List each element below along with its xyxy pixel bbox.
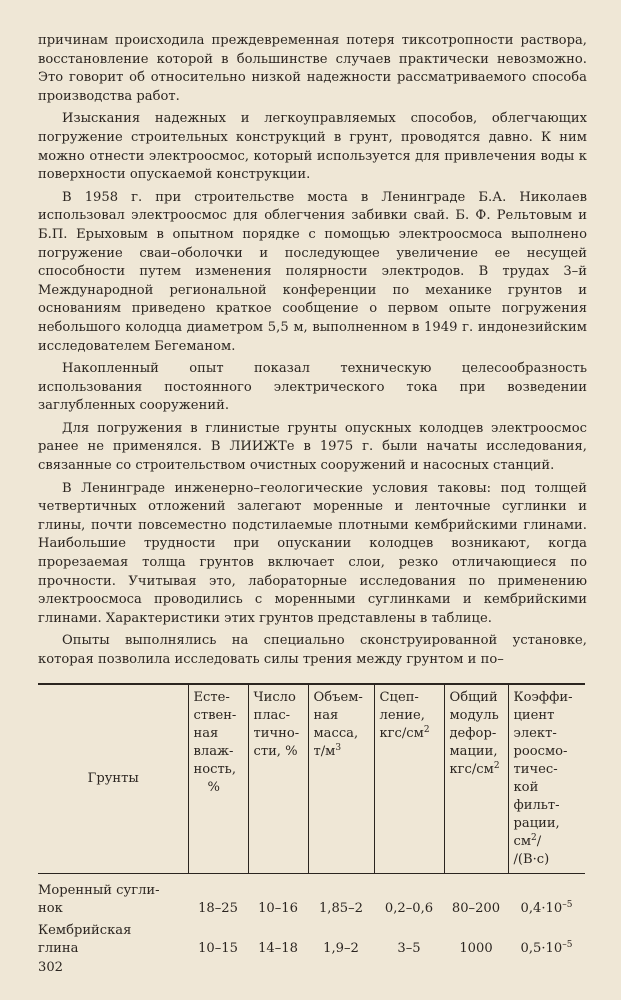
- paragraph-6: В Ленинграде инженерно–геологические условия таковы: под толщей четвертичных отложений залегают моренные и ленточные суглинки и глины, почти повсеместно подстилаемые плотными кембрийскими глинами. Наибольшие трудности при опускании колодцев возникают, когда прорезаемая толща грунтов включает слои, резко отличающиеся по прочности. Учитывая это, лабораторные исследования по применению электроосмоса проводились с моренными суглинками и кембрийскими глинами. Характеристики этих грунтов представлены в таблице.: [38, 480, 587, 626]
- header-moisture-line: ствен-: [193, 708, 237, 723]
- header-density-line: Объем-: [313, 690, 363, 705]
- header-cohesion-unit: [380, 725, 440, 743]
- paragraph-4: Накопленный опыт показал техническую целесообразность использования постоянного электрического тока при возведении заглубленных сооружений.: [38, 361, 587, 414]
- header-modulus-line: модуль: [449, 708, 499, 723]
- header-moisture-line: влаж-: [193, 744, 234, 759]
- row-plasticity: 10–16: [258, 901, 298, 916]
- row-modulus: 1000: [459, 941, 493, 956]
- row-modulus: 80–200: [451, 901, 501, 916]
- row-soil-name-line: глина: [38, 941, 79, 956]
- header-cohesion-unit-base: кгс/см: [379, 726, 424, 741]
- header-density-line: ная: [313, 708, 339, 723]
- header-modulus: [444, 684, 508, 874]
- header-filtration-line: /(В·с): [513, 852, 550, 867]
- row-filtration-exp: –5: [562, 900, 573, 910]
- header-moisture: [188, 684, 248, 874]
- row-density: 1,9–2: [323, 941, 359, 956]
- header-filtration-line: тичес-: [513, 762, 558, 777]
- header-moisture-line: Есте-: [193, 690, 230, 705]
- header-filtration: [508, 684, 585, 874]
- header-modulus-line: дефор-: [449, 726, 497, 741]
- table-row: [38, 920, 585, 960]
- header-plasticity-line: тично-: [253, 726, 300, 741]
- row-soil-name: [38, 874, 188, 921]
- row-filtration: [508, 920, 585, 960]
- row-moisture: 10–15: [198, 941, 238, 956]
- row-filtration: [508, 874, 585, 921]
- paragraph-1: причинам происходила преждевременная потеря тиксотропности раствора, восстановление которой в большинстве случаев практически невозможно. Это говорит об относительно низкой надежности рассматриваемого способа производства работ.: [38, 33, 587, 104]
- soil-properties-table: [38, 683, 585, 960]
- row-soil-name-line: Моренный сугли-: [38, 883, 160, 898]
- header-density-line: масса,: [313, 726, 359, 741]
- header-filtration-line: кой: [513, 780, 539, 795]
- row-cohesion: 3–5: [397, 941, 421, 956]
- header-density-unit: [314, 743, 370, 761]
- header-plasticity-line: Число: [253, 690, 296, 705]
- header-cohesion-unit-exp: 2: [423, 725, 430, 735]
- header-filtration-unit: [514, 833, 582, 851]
- page-number: 302: [38, 960, 63, 975]
- header-plasticity-line: плас-: [253, 708, 291, 723]
- header-filtration-line: Коэффи-: [513, 690, 573, 705]
- header-soil-label: Грунты: [87, 771, 139, 786]
- header-modulus-unit-exp: 2: [493, 761, 500, 771]
- table-header-row: [38, 684, 585, 874]
- header-filtration-line: роосмо-: [513, 744, 568, 759]
- header-moisture-line: %: [207, 780, 220, 795]
- header-plasticity-line: сти, %: [253, 744, 298, 759]
- row-plasticity: 14–18: [258, 941, 298, 956]
- header-cohesion: [374, 684, 444, 874]
- paragraph-2: Изыскания надежных и легкоуправляемых способов, облегчающих погружение строительных конструкций в грунт, проводятся давно. К ним можно отнести электроосмос, который используется для привлечения воды к поверхности опускаемой конструкции.: [38, 111, 587, 183]
- row-soil-name-line: нок: [38, 901, 63, 916]
- row-soil-name: [38, 920, 188, 960]
- header-filtration-unit-exp: 2: [531, 833, 537, 843]
- header-filtration-line: элект-: [513, 726, 557, 741]
- soil-properties-table-wrapper: [38, 683, 585, 960]
- header-soil: [38, 684, 188, 874]
- row-filtration-exp: –5: [562, 940, 573, 950]
- header-moisture-line: ная: [193, 726, 219, 741]
- header-filtration-line: фильт-: [513, 798, 560, 813]
- header-filtration-unit-base: см: [513, 834, 532, 849]
- header-filtration-line: рации,: [513, 816, 560, 831]
- header-filtration-unit-slash: /: [536, 834, 542, 849]
- paragraph-3: В 1958 г. при строительстве моста в Ленинграде Б.А. Николаев использовал электроосмос для облегчения забивки свай. Б. Ф. Рельтовым и Б.П. Ерыховым в опытном порядке с помощью электроосмоса выполнено погружение сваи–оболочки и последующее увеличение ее несущей способности путем изменения полярности электродов. В трудах 3–й Международной региональной конференции по механике грунтов и основаниям приведено краткое сообщение о первом опыте погружения небольшого колодца диаметром 5,5 м, выполненном в 1949 г. индонезийским исследователем Бегеманом.: [38, 189, 587, 354]
- header-moisture-line: ность,: [193, 762, 236, 777]
- header-cohesion-line: Сцеп-: [379, 690, 419, 705]
- header-density-unit-base: т/м: [313, 744, 336, 759]
- header-modulus-line: мации,: [449, 744, 498, 759]
- header-density: [308, 684, 374, 874]
- table-row: [38, 874, 585, 921]
- row-filtration-base: 0,4·10: [520, 901, 563, 916]
- header-modulus-line: Общий: [449, 690, 498, 705]
- paragraph-5: Для погружения в глинистые грунты опускных колодцев электроосмос ранее не применялся. В ЛИИЖТе в 1975 г. были начаты исследования, связанные со строительством очистных сооружений и насосных станций.: [38, 420, 587, 474]
- row-soil-name-line: Кембрийская: [38, 923, 132, 938]
- row-moisture: 18–25: [198, 901, 238, 916]
- row-filtration-base: 0,5·10: [520, 941, 563, 956]
- header-modulus-unit-base: кгс/см: [449, 762, 494, 777]
- row-density: 1,85–2: [318, 901, 364, 916]
- body-text: [38, 32, 587, 670]
- header-modulus-unit: [450, 761, 504, 779]
- header-density-unit-exp: 3: [335, 743, 342, 753]
- header-cohesion-line: ление,: [379, 708, 425, 723]
- paragraph-7: Опыты выполнялись на специально сконструированной установке, которая позволила исследовать силы трения между грунтом и по–: [38, 633, 587, 667]
- row-cohesion: 0,2–0,6: [384, 901, 434, 916]
- header-plasticity: [248, 684, 308, 874]
- header-filtration-line: циент: [513, 708, 555, 723]
